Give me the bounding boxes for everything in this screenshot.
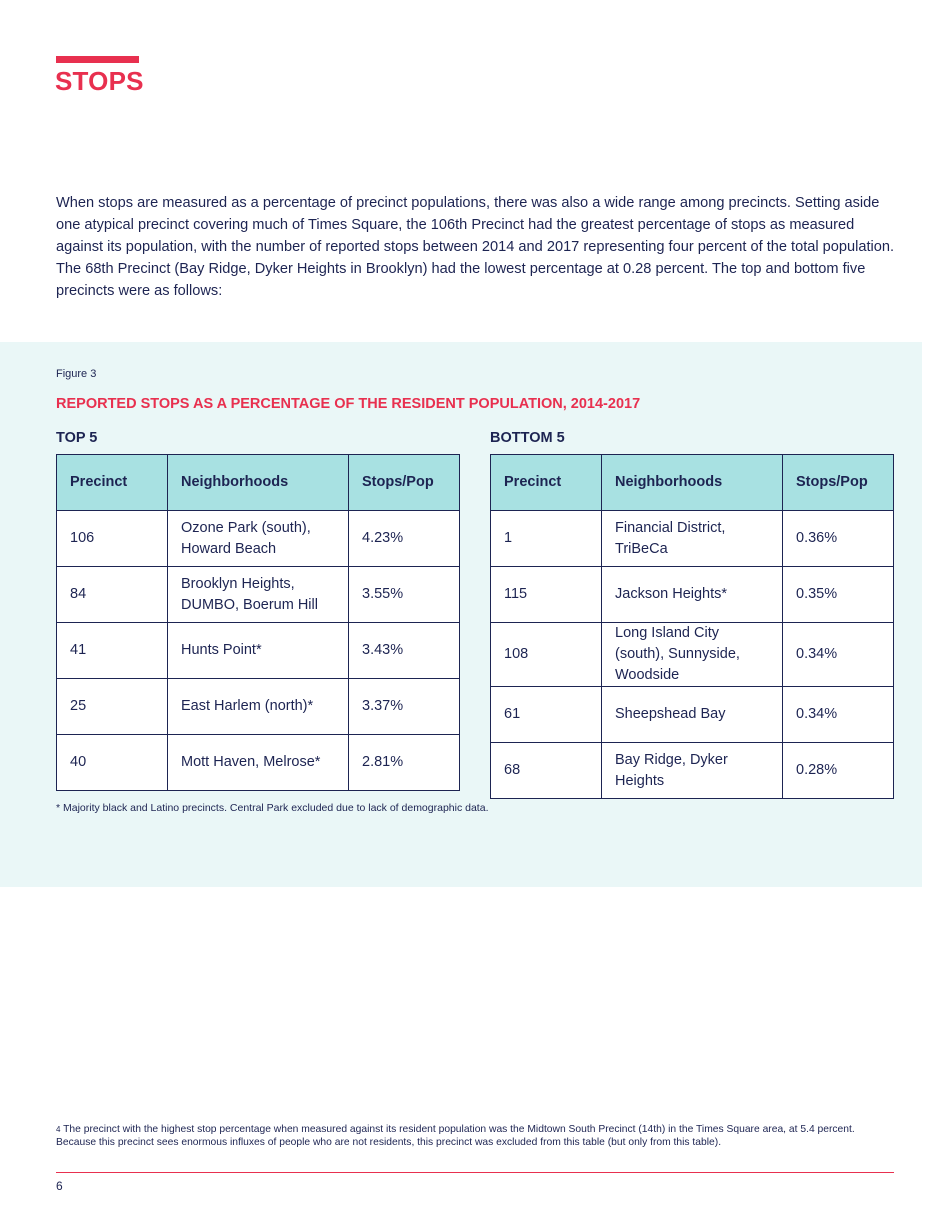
figure-title: REPORTED STOPS AS A PERCENTAGE OF THE RESIDENT POPULATION, 2014-2017 — [56, 396, 641, 412]
stops-pop-cell: 0.36% — [783, 511, 894, 567]
stops-pop-cell: 4.23% — [349, 511, 460, 567]
neighborhoods-cell: Sheepshead Bay — [602, 687, 783, 743]
stops-pop-cell: 3.55% — [349, 567, 460, 623]
table-row — [57, 735, 460, 791]
top5-table — [56, 454, 460, 791]
figure-label: Figure 3 — [56, 368, 97, 380]
neighborhoods-cell: Jackson Heights* — [602, 567, 783, 623]
table-note: * Majority black and Latino precincts. Central Park excluded due to lack of demographic data. — [56, 802, 489, 814]
stops-pop-cell: 2.81% — [349, 735, 460, 791]
precinct-cell: 40 — [57, 735, 168, 791]
table-header-row — [57, 455, 460, 511]
neighborhoods-cell: East Harlem (north)* — [168, 679, 349, 735]
table-row — [491, 567, 894, 623]
table-row — [491, 511, 894, 567]
stops-pop-cell: 0.34% — [783, 687, 894, 743]
table-header-row — [491, 455, 894, 511]
column-header-stops-pop: Stops/Pop — [783, 455, 894, 511]
section-title: STOPS — [55, 66, 144, 96]
precinct-cell: 68 — [491, 743, 602, 799]
precinct-cell: 25 — [57, 679, 168, 735]
bottom5-heading: BOTTOM 5 — [490, 430, 565, 446]
stops-pop-cell: 3.43% — [349, 623, 460, 679]
column-header-neighborhoods: Neighborhoods — [168, 455, 349, 511]
neighborhoods-cell: Hunts Point* — [168, 623, 349, 679]
neighborhoods-cell: Bay Ridge, Dyker Heights — [602, 743, 783, 799]
neighborhoods-cell: Brooklyn Heights, DUMBO, Boerum Hill — [168, 567, 349, 623]
table-row — [57, 623, 460, 679]
table-row — [57, 511, 460, 567]
table-row — [491, 687, 894, 743]
neighborhoods-cell: Mott Haven, Melrose* — [168, 735, 349, 791]
table-row — [491, 623, 894, 687]
precinct-cell: 106 — [57, 511, 168, 567]
footnote-text: The precinct with the highest stop percentage when measured against its resident population was the Midtown South Precinct (14th) in the Times Square area, at 5.4 percent. Because this precinct sees enormous influxes of people who are not residents, this precinct was excluded from this table (but only from this table). — [56, 1124, 855, 1148]
table-row — [491, 743, 894, 799]
footnote-marker: 4 — [56, 1125, 61, 1134]
precinct-cell: 1 — [491, 511, 602, 567]
intro-paragraph: When stops are measured as a percentage of precinct populations, there was also a wide range among precincts. Setting aside one atypical precinct covering much of Times Square, the 106th Precinct had the greatest percentage of stops as measured against its population, with the number of reported stops between 2014 and 2017 representing four percent of the total population. The 68th Precinct (Bay Ridge, Dyker Heights in Brooklyn) had the lowest percentage at 0.28 percent. The top and bottom five precincts were as follows: — [56, 195, 895, 299]
footer-divider — [56, 1172, 894, 1173]
page-number: 6 — [56, 1179, 63, 1193]
column-header-precinct: Precinct — [491, 455, 602, 511]
top5-heading: TOP 5 — [56, 430, 98, 446]
precinct-cell: 108 — [491, 623, 602, 687]
column-header-precinct: Precinct — [57, 455, 168, 511]
bottom5-table — [490, 454, 894, 799]
precinct-cell: 61 — [491, 687, 602, 743]
column-header-stops-pop: Stops/Pop — [349, 455, 460, 511]
section-accent-bar — [56, 56, 139, 63]
stops-pop-cell: 0.35% — [783, 567, 894, 623]
footnote — [56, 1123, 896, 1149]
precinct-cell: 41 — [57, 623, 168, 679]
table-row — [57, 567, 460, 623]
stops-pop-cell: 3.37% — [349, 679, 460, 735]
column-header-neighborhoods: Neighborhoods — [602, 455, 783, 511]
precinct-cell: 84 — [57, 567, 168, 623]
stops-pop-cell: 0.28% — [783, 743, 894, 799]
table-row — [57, 679, 460, 735]
stops-pop-cell: 0.34% — [783, 623, 894, 687]
neighborhoods-cell: Financial District, TriBeCa — [602, 511, 783, 567]
neighborhoods-cell: Long Island City (south), Sunnyside, Woodside — [602, 623, 783, 687]
precinct-cell: 115 — [491, 567, 602, 623]
neighborhoods-cell: Ozone Park (south), Howard Beach — [168, 511, 349, 567]
